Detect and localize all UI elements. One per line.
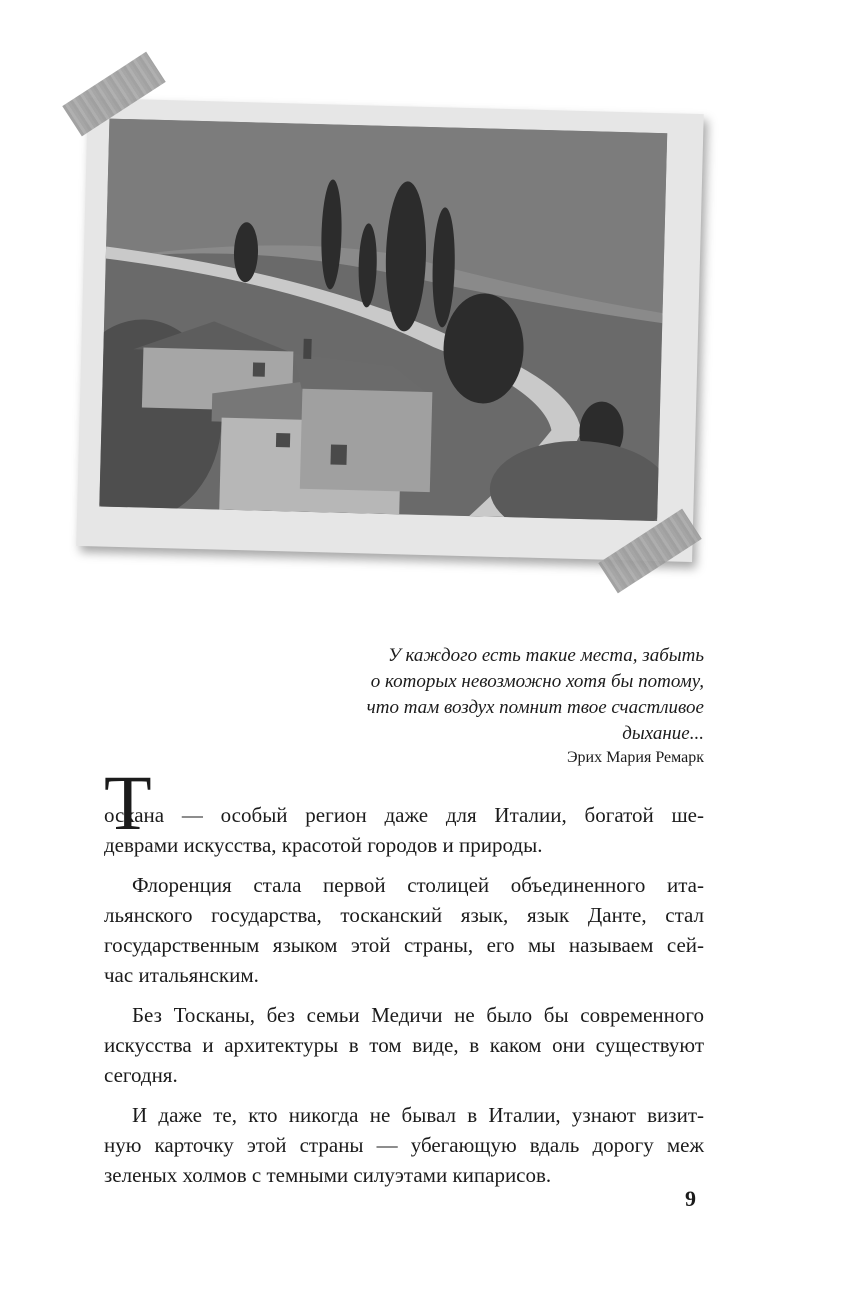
text-line: льянского государства, тосканский язык, язык Данте, стал: [104, 903, 704, 927]
text-line: сегодня.: [104, 1063, 178, 1087]
text-line: Флоренция стала первой столицей объединенного ита-: [132, 873, 704, 897]
text-line: оскана — особый регион даже для Италии, богатой ше-: [104, 803, 704, 827]
text-line: ную карточку этой страны — убегающую вдаль дорогу меж: [104, 1133, 704, 1157]
epigraph-line: о которых невозможно хотя бы потому,: [370, 671, 704, 692]
text-line: И даже те, кто никогда не бывал в Италии, узнают визит-: [132, 1103, 704, 1127]
photo-card: [76, 98, 704, 562]
paragraph-3: [104, 1000, 704, 1090]
paragraph-1: [104, 759, 704, 860]
text-line: зеленых холмов с темными силуэтами кипарисов.: [104, 1163, 552, 1187]
tuscany-photo: [99, 119, 667, 521]
epigraph-line: дыхание...: [622, 723, 704, 744]
epigraph-line: что там воздух помнит твое счастливое: [366, 697, 704, 718]
text-line: государственным языком этой страны, его мы называем сей-: [104, 933, 704, 957]
epigraph-line: У каждого есть такие места, забыть: [387, 645, 704, 666]
epigraph-author: Эрих Мария Ремарк: [566, 749, 704, 766]
text-line: Без Тосканы, без семьи Медичи не было бы современного: [132, 1003, 704, 1027]
paragraph-2: [104, 870, 704, 990]
page-number: 9: [685, 1186, 696, 1211]
epigraph-quote: [244, 643, 704, 747]
drop-cap: Т: [104, 759, 152, 846]
tuscany-landscape-image: [99, 119, 667, 521]
article-body: [104, 759, 704, 1190]
text-line: деврами искусства, красотой городов и природы.: [104, 833, 543, 857]
paragraph-4: [104, 1100, 704, 1190]
text-line: искусства и архитектуры в том виде, в каком они существуют: [104, 1033, 704, 1057]
text-line: час итальянским.: [104, 963, 259, 987]
